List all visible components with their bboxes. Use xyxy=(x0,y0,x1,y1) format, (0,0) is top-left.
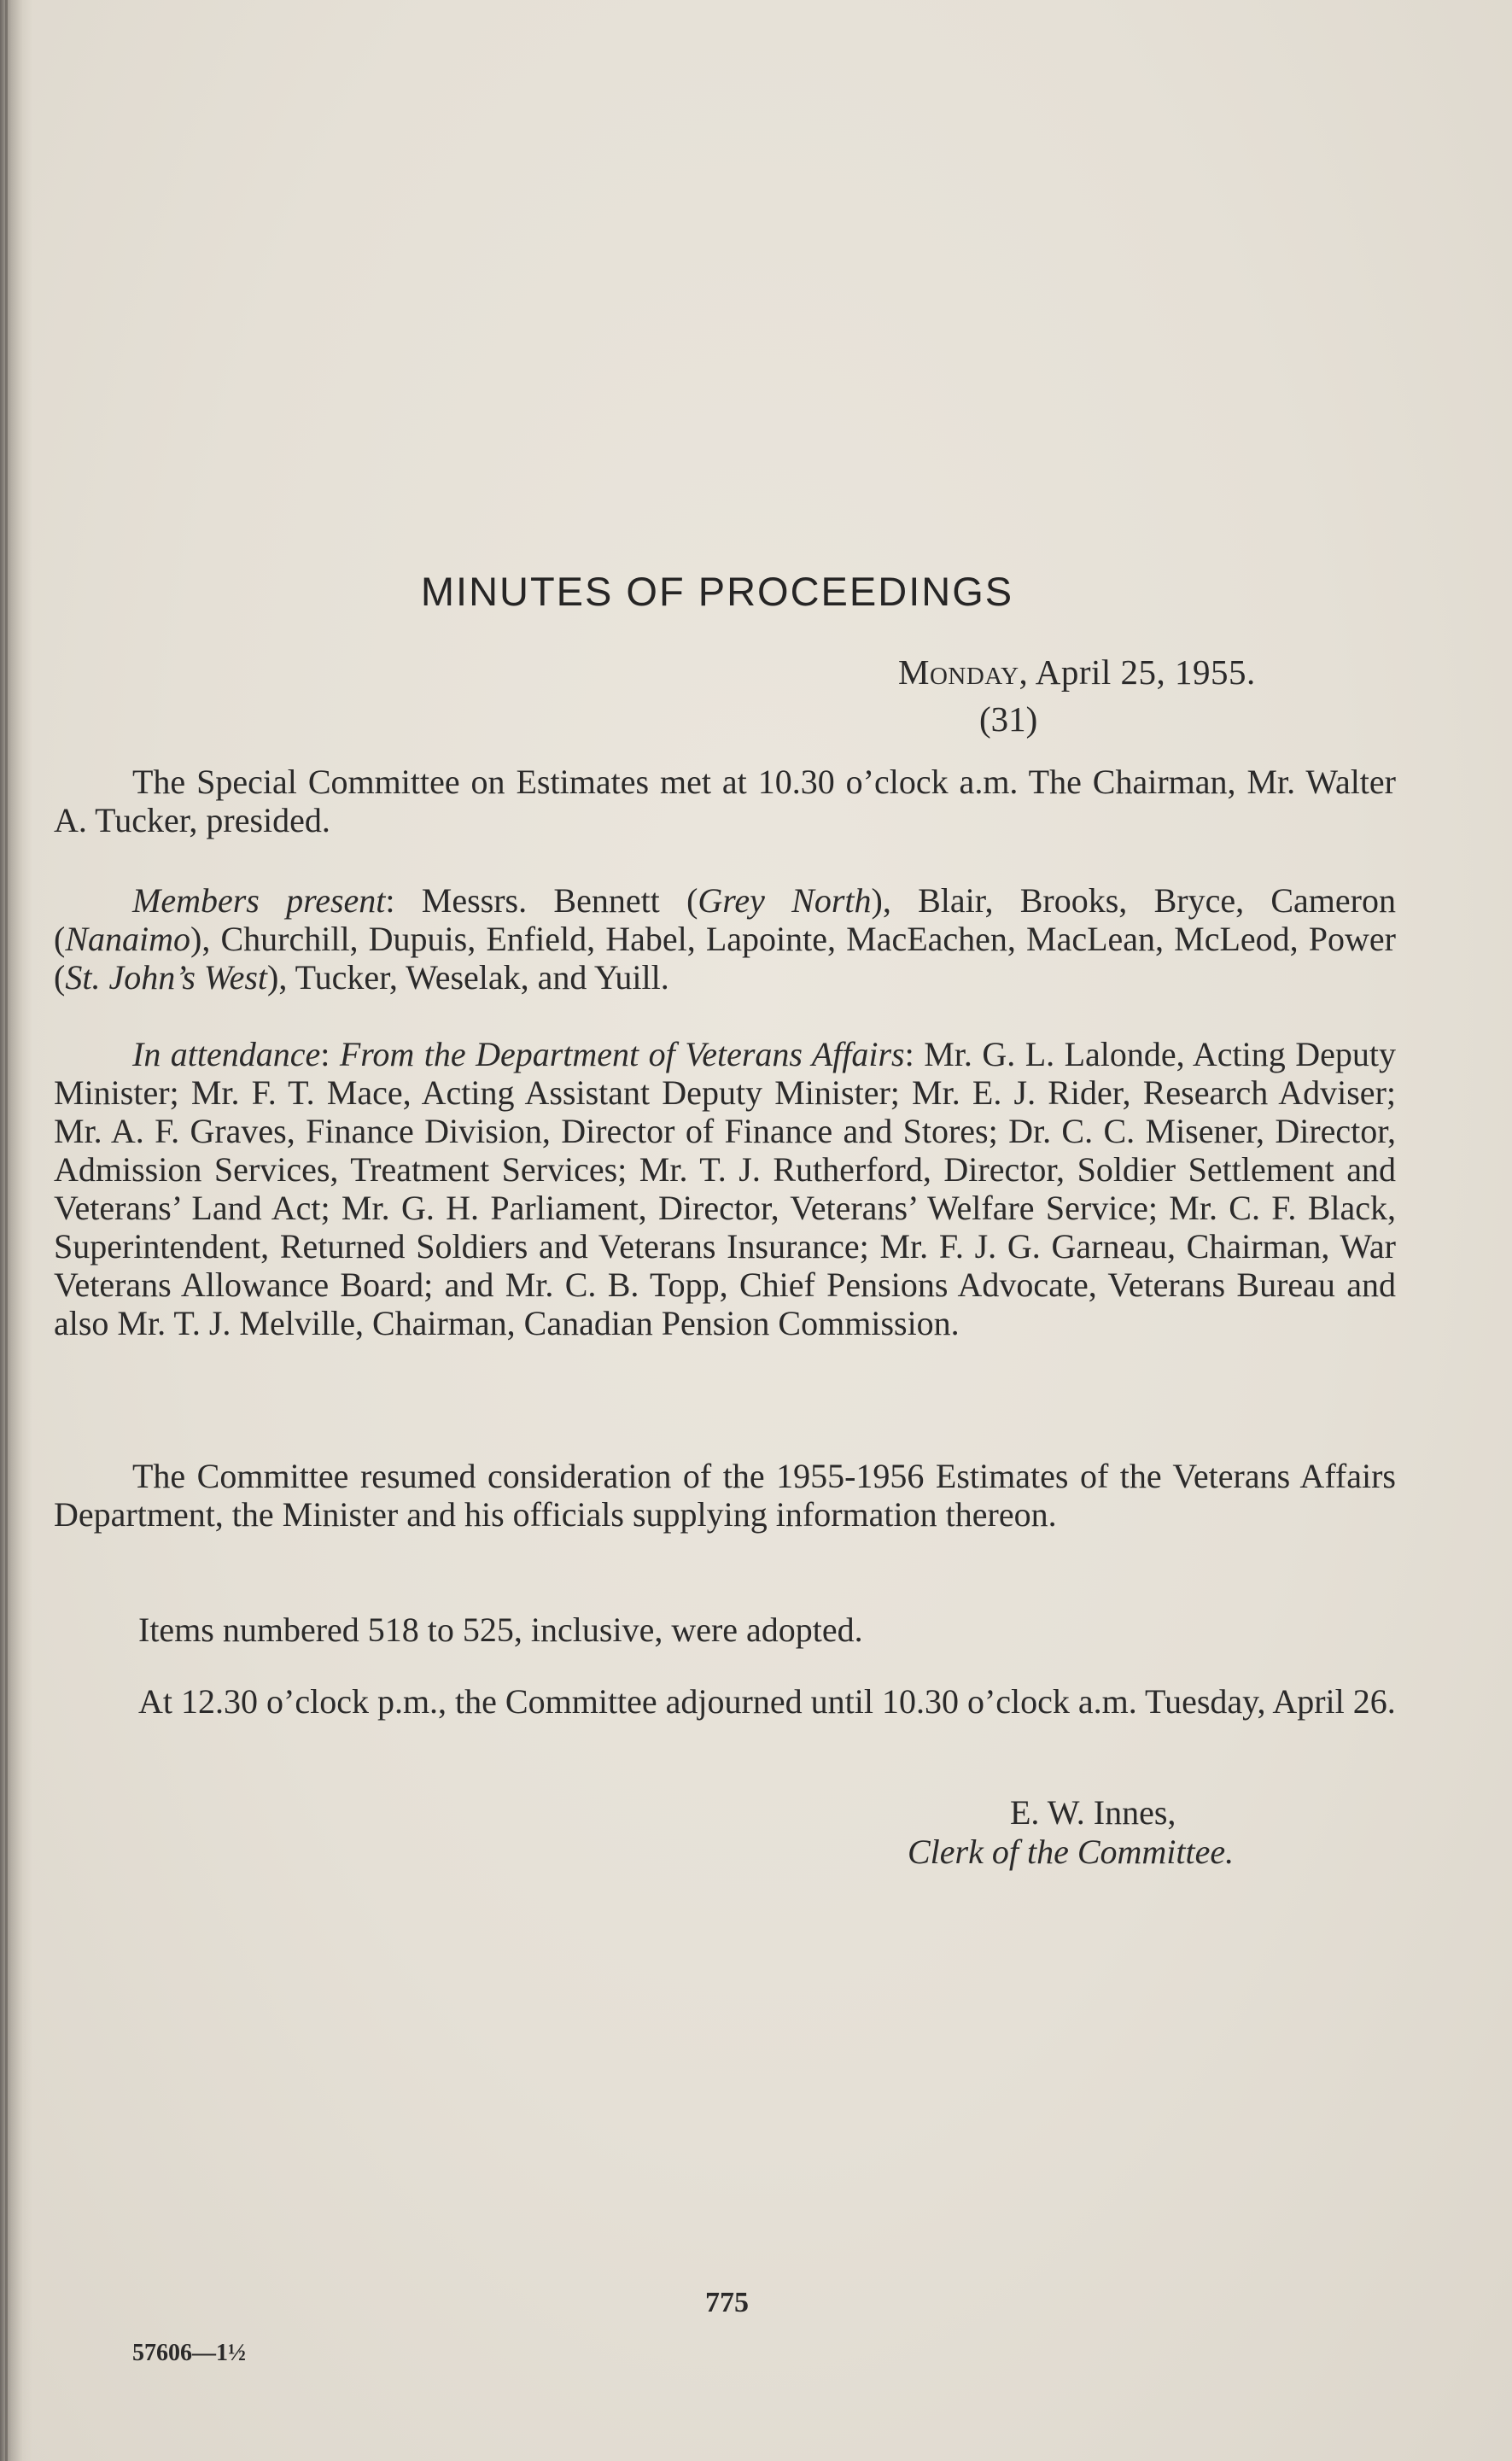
page-number: 775 xyxy=(705,2287,749,2318)
members-label: Members present xyxy=(132,881,386,920)
members-text-4: ), Tucker, Weselak, and Yuill. xyxy=(267,958,669,997)
members-text-1: : Messrs. Bennett ( xyxy=(385,881,698,920)
attendance-text: : Mr. G. L. Lalonde, Acting Deputy Minister; Mr. F. T. Mace, Acting Assistant Deputy Minister; Mr. E. J. Rider, Research Adviser; Mr. A. F. Graves, Finance Division, Director of Finance and Stores; Dr. C. C. Misener, Director, Admission Services, Treatment Services; Mr. T. J. Rutherford, Director, Soldier Settlement and Veterans’ Land Act; Mr. G. H. Parliament, Director, Veterans’ Welfare Service; Mr. C. F. Black, Superintendent, Returned Soldiers and Veterans Insurance; Mr. F. J. G. Garneau, Chairman, War Veterans Allowance Board; and Mr. C. B. Topp, Chief Pensions Advocate, Veterans Bureau and also Mr. T. J. Melville, Chairman, Canadian Pension Commission. xyxy=(54,1035,1396,1342)
resumed-paragraph: The Committee resumed consideration of the 1955-1956 Estimates of the Veterans Affairs Department, the Minister and his officials supplying information thereon. xyxy=(54,1457,1396,1534)
meeting-day: Monday xyxy=(898,652,1019,692)
attendance-separator: : xyxy=(320,1035,340,1073)
items-paragraph: Items numbered 518 to 525, inclusive, were adopted. xyxy=(138,1610,863,1649)
members-riding-1: Grey North xyxy=(698,881,872,920)
binding-edge xyxy=(0,0,32,2461)
signature-block xyxy=(908,1793,1234,1872)
members-riding-2: Nanaimo xyxy=(65,920,191,958)
members-paragraph xyxy=(54,881,1396,997)
opening-paragraph: The Special Committee on Estimates met at 10.30 o’clock a.m. The Chairman, Mr. Walter A. Tucker, presided. xyxy=(54,763,1396,839)
attendance-label: In attendance xyxy=(132,1035,321,1073)
print-code: 57606—1½ xyxy=(132,2340,246,2366)
sitting-number: (31) xyxy=(979,699,1038,739)
adjournment-paragraph: At 12.30 o’clock p.m., the Committee adjourned until 10.30 o’clock a.m. Tuesday, April 26. xyxy=(138,1682,1396,1721)
members-text-3: ), Churchill, Dupuis, Enfield, Habel, Lapointe, MacEachen, MacLean, McLeod, Power ( xyxy=(54,920,1396,997)
meeting-date xyxy=(898,652,1256,693)
members-riding-3: St. John’s West xyxy=(65,958,268,997)
signature-name: E. W. Innes, xyxy=(1010,1793,1176,1832)
attendance-paragraph xyxy=(54,1035,1396,1342)
meeting-date-rest: , April 25, 1955. xyxy=(1019,652,1256,692)
signature-title: Clerk of the Committee. xyxy=(908,1833,1235,1871)
page-title: MINUTES OF PROCEEDINGS xyxy=(420,569,1014,614)
members-text-2: ), Blair, Brooks, Bryce, Cameron ( xyxy=(54,881,1396,958)
attendance-department: From the Department of Veterans Affairs xyxy=(339,1035,905,1073)
